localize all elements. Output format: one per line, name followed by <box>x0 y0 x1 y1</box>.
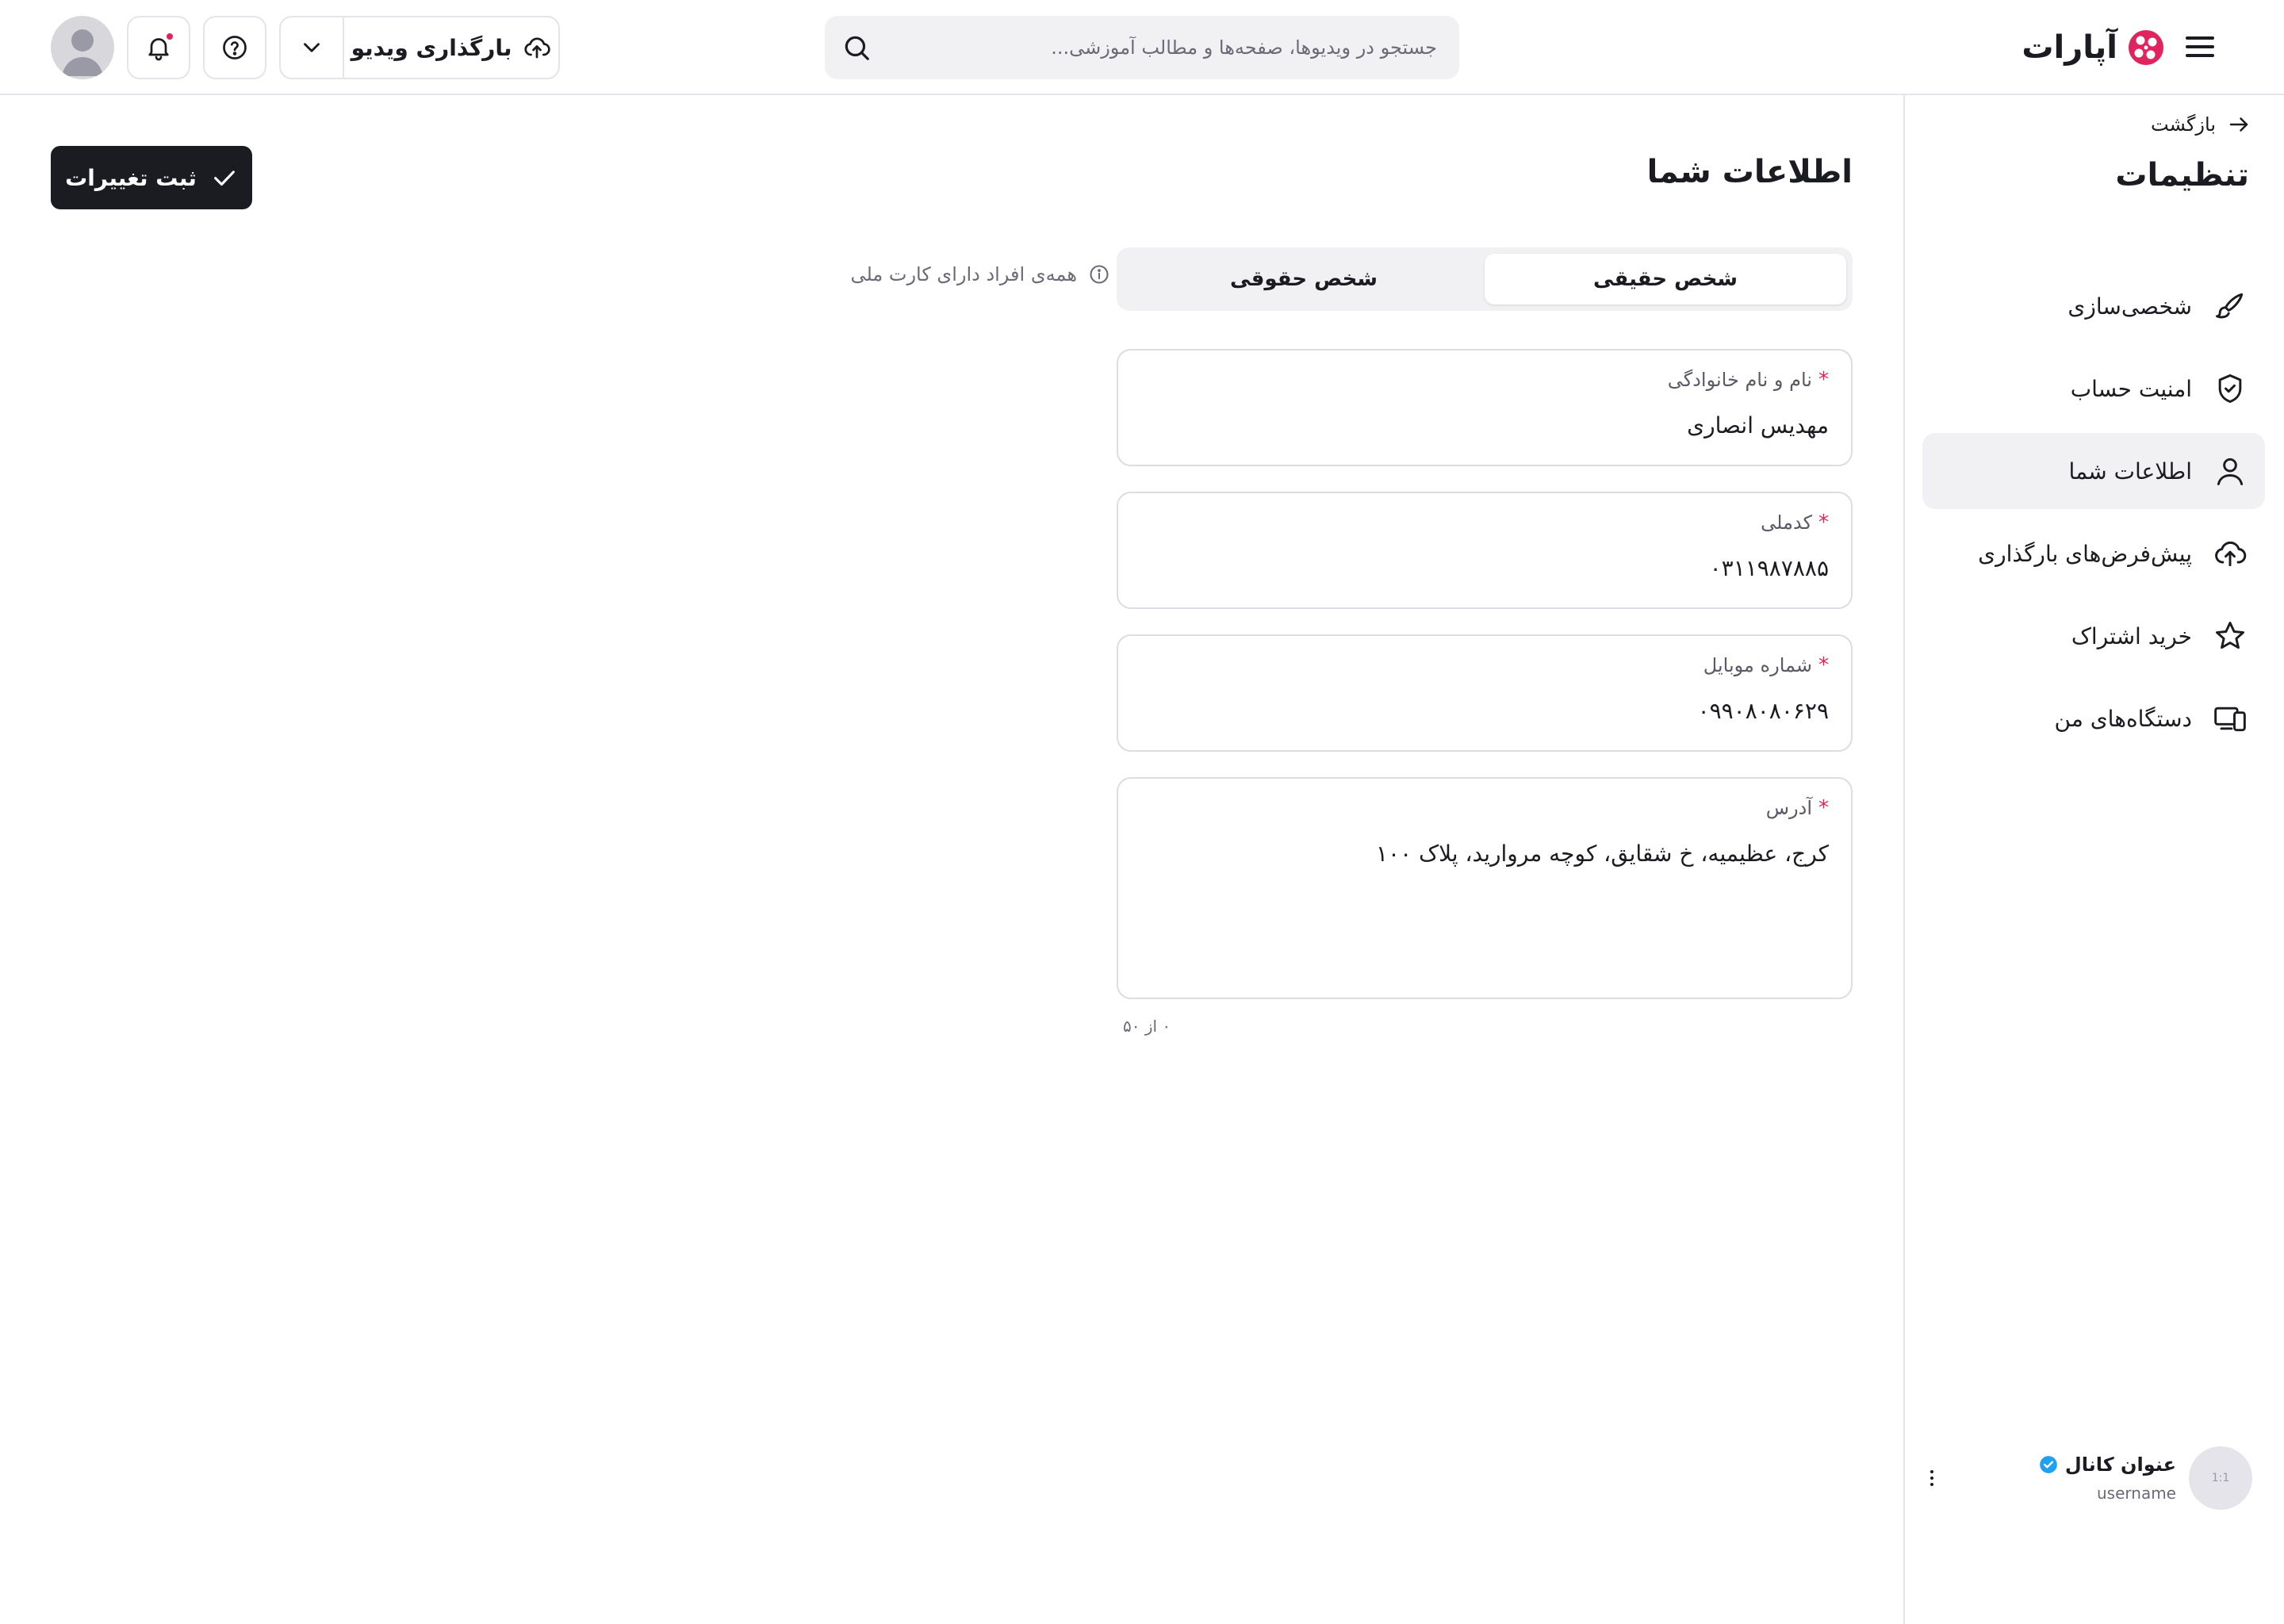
sidebar-item-personalization[interactable] <box>1922 268 2265 344</box>
address-char-counter: ۰ از ۵۰ <box>1123 1017 1171 1036</box>
upload-options-button[interactable] <box>281 17 344 78</box>
national-code-field[interactable] <box>1117 492 1853 609</box>
chevron-down-icon <box>298 34 325 61</box>
person-type-tabs <box>1117 247 1853 311</box>
aparat-logo-mark <box>2125 27 2167 68</box>
channel-name: عنوان کانال <box>2064 1454 2176 1476</box>
check-icon <box>211 164 238 191</box>
menu-icon[interactable] <box>2186 32 2214 62</box>
upload-video-label: بارگذاری ویدیو <box>351 34 512 61</box>
cloud-upload-icon <box>2211 534 2249 573</box>
channel-name-row <box>2038 1454 2176 1476</box>
logo-text: آپارات <box>2021 29 2117 66</box>
sidebar-item-my-devices[interactable] <box>1922 680 2265 756</box>
address-label-row <box>1766 796 1829 820</box>
tab-natural-person[interactable]: شخص حقیقی <box>1485 254 1846 304</box>
star-icon <box>2211 617 2249 655</box>
search-input[interactable] <box>888 16 1459 79</box>
sidebar-item-label: امنیت حساب <box>2070 375 2192 402</box>
channel-avatar: 1:1 <box>2189 1446 2252 1510</box>
devices-icon <box>2211 699 2249 737</box>
sidebar-item-label: دستگاه‌های من <box>2054 705 2192 732</box>
tab-hint-text: همه‌ی افراد دارای کارت ملی <box>850 263 1077 285</box>
national-code-label-row <box>1761 511 1829 534</box>
sidebar-item-label: خرید اشتراک <box>2071 622 2192 649</box>
sidebar-item-label: شخصی‌سازی <box>2067 293 2192 320</box>
national-code-label: کدملی <box>1761 511 1812 534</box>
settings-title: تنظیمات <box>2115 157 2249 193</box>
brush-icon <box>2211 287 2249 325</box>
tab-hint <box>850 263 1110 285</box>
user-avatar[interactable] <box>51 16 114 79</box>
sidebar-item-label: پیش‌فرض‌های بارگذاری <box>1978 540 2192 567</box>
address-field[interactable] <box>1117 777 1853 999</box>
full-name-value[interactable]: مهدیس انصاری <box>1687 412 1829 439</box>
search-box <box>825 16 1459 79</box>
save-changes-button[interactable] <box>51 146 252 209</box>
full-name-label: نام و نام خانوادگی <box>1667 369 1812 391</box>
search-icon[interactable] <box>825 16 888 79</box>
aparat-logo[interactable] <box>2021 24 2167 71</box>
sidebar-item-subscription[interactable] <box>1922 598 2265 674</box>
tab-legal-person[interactable]: شخص حقوقی <box>1230 267 1378 291</box>
notifications-button[interactable] <box>127 16 190 79</box>
mobile-label: شماره موبایل <box>1703 654 1812 676</box>
address-value[interactable]: کرج، عظیمیه، خ شقایق، کوچه مروارید، پلاک ۱۰۰ <box>1375 841 1829 867</box>
top-bar <box>0 0 2284 95</box>
address-label: آدرس <box>1765 797 1812 819</box>
help-icon <box>220 33 249 62</box>
back-link[interactable] <box>2151 113 2251 136</box>
required-marker: * <box>1818 796 1829 820</box>
page-title: اطلاعات شما <box>1646 154 1853 190</box>
mobile-label-row <box>1703 653 1829 677</box>
upload-video-group <box>279 16 560 79</box>
full-name-field[interactable] <box>1117 349 1853 466</box>
sidebar-item-account-security[interactable] <box>1922 350 2265 427</box>
avatar-placeholder-icon <box>51 16 114 79</box>
verified-badge-icon <box>2038 1454 2059 1475</box>
channel-username: username <box>2097 1484 2176 1503</box>
back-label: بازگشت <box>2151 113 2216 136</box>
sidebar-item-upload-defaults[interactable] <box>1922 515 2265 592</box>
info-icon <box>1088 263 1110 285</box>
help-button[interactable] <box>203 16 266 79</box>
national-code-value[interactable]: ۰۳۱۱۹۸۷۸۸۵ <box>1709 555 1829 581</box>
more-options-icon[interactable] <box>1919 1465 1945 1491</box>
full-name-label-row <box>1668 368 1829 392</box>
sidebar-item-your-info[interactable] <box>1922 433 2265 509</box>
arrow-right-icon <box>2227 113 2251 136</box>
cloud-upload-icon <box>523 33 551 62</box>
notification-dot <box>165 32 174 41</box>
mobile-value[interactable]: ۰۹۹۰۸۰۸۰۶۲۹ <box>1697 698 1829 724</box>
settings-nav <box>1922 268 2265 763</box>
required-marker: * <box>1818 653 1829 677</box>
shield-check-icon <box>2211 370 2249 408</box>
mobile-field[interactable] <box>1117 634 1853 752</box>
channel-info <box>2038 1454 2176 1503</box>
save-changes-label: ثبت تغییرات <box>65 164 197 191</box>
required-marker: * <box>1818 368 1829 392</box>
sidebar-item-label: اطلاعات شما <box>2068 458 2192 485</box>
upload-video-button[interactable] <box>344 17 558 78</box>
required-marker: * <box>1818 511 1829 534</box>
user-icon <box>2211 452 2249 490</box>
channel-card[interactable] <box>1919 1445 2252 1511</box>
